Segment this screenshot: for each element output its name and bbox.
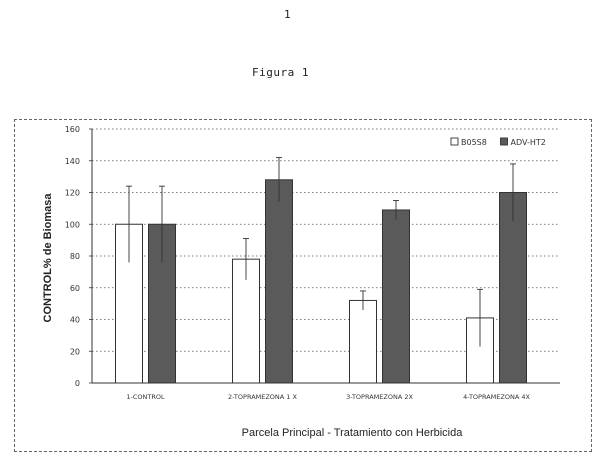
y-tick-label: 140	[64, 156, 80, 166]
legend-label: B05S8	[461, 138, 487, 147]
y-tick-label: 60	[69, 283, 80, 293]
legend-label: ADV-HT2	[510, 138, 546, 147]
bar-adv-ht2	[383, 210, 410, 383]
y-tick-label: 120	[64, 188, 80, 198]
y-tick-label: 40	[69, 315, 80, 325]
legend-swatch	[451, 138, 458, 145]
y-tick-label: 100	[64, 220, 80, 230]
bar-b05s8	[350, 300, 377, 383]
legend	[451, 138, 546, 147]
bar-adv-ht2	[266, 180, 293, 383]
y-tick-label: 0	[74, 379, 80, 388]
y-axis-title: CONTROL% de Biomasa	[42, 193, 54, 323]
x-category-label: 2-TOPRAMEZONA 1 X	[228, 393, 297, 401]
x-category-label: 1-CONTROL	[126, 393, 165, 401]
legend-swatch	[501, 138, 508, 145]
x-category-label: 3-TOPRAMEZONA 2X	[346, 393, 413, 401]
figure-caption: Figura 1	[252, 66, 309, 79]
x-category-label: 4-TOPRAMEZONA 4X	[463, 393, 530, 401]
x-axis-title: Parcela Principal - Tratamiento con Herbicida	[241, 427, 463, 439]
y-tick-label: 80	[69, 252, 80, 261]
y-tick-label: 160	[64, 125, 80, 134]
y-tick-label: 20	[69, 347, 80, 357]
page-number: 1	[284, 8, 291, 21]
bars-layer	[116, 158, 527, 383]
